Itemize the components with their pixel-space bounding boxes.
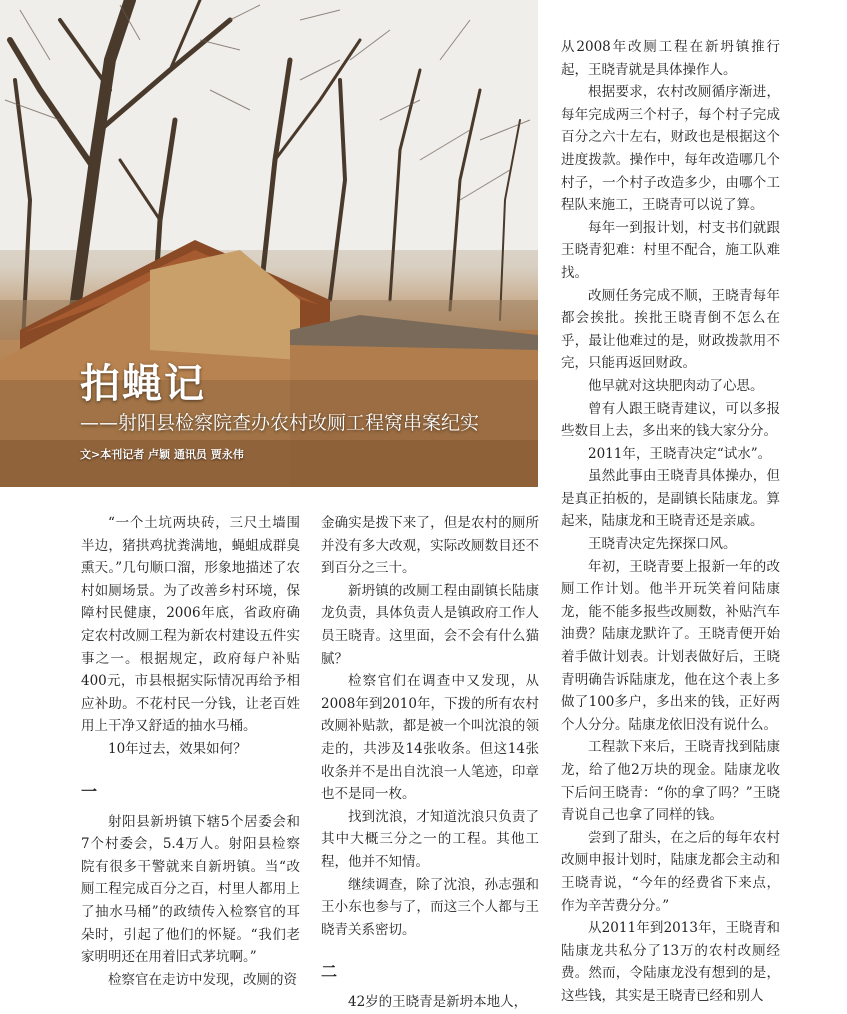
hero-photo [0, 0, 538, 487]
paragraph: 王晓青决定先探探口风。 [588, 536, 737, 553]
paragraph: 尝到了甜头，在之后的每年农村改厕申报计划时，陆康龙都会主动和王晓青说，“今年的经费省下来点，作为辛苦费分分。” [561, 829, 780, 914]
paragraph: 射阳县新坍镇下辖5个居委会和7个村委会，5.4万人。射阳县检察院有很多干警就来自新坍镇。当“改厕工程完成百分之百，村里人都用上了抽水马桶”的政绩传入检察官的耳朵时，引起了他们的怀疑。“我们老家明明还在用着旧式茅坑啊。” [81, 813, 300, 966]
paragraph: 42岁的王晓青是新坍本地人， [348, 994, 528, 1011]
column-3 [561, 36, 780, 1008]
article-subtitle: ——射阳县检察院查办农村改厕工程窝串案纪实 [80, 412, 480, 434]
column-2 [321, 512, 539, 1014]
paragraph: 从2011年到2013年，王晓青和陆康龙共私分了13万的农村改厕经费。然而，令陆康龙没有想到的是，这些钱，其实是王晓青已经和别人 [561, 920, 780, 1004]
paragraph: 改厕任务完成不顺，王晓青每年都会挨批。挨批王晓青倒不怎么在乎，最让他难过的是，财政拨款用不完，只能再返回财政。 [561, 287, 780, 372]
article-byline: 文>本刊记者 卢颖 通讯员 贾永伟 [80, 448, 244, 461]
paragraph: 继续调查，除了沈浪，孙志强和王小东也参与了，而这三个人都与王晓青关系密切。 [321, 876, 539, 938]
paragraph: 2011年，王晓青决定“试水”。 [588, 445, 772, 462]
section-heading-2: 二 [321, 962, 338, 982]
paragraph: 年初，王晓青要上报新一年的改厕工作计划。他半开玩笑着问陆康龙，能不能多报些改厕数，补贴汽车油费？陆康龙默许了。王晓青便开始着手做计划表。计划表做好后，王晓青明确告诉陆康龙，他在这个表上多做了100多户，多出来的钱，正好两个人分分。陆康龙依旧没有说什么。 [561, 558, 780, 733]
paragraph: “一个土坑两块砖，三尺土墙围半边，猪拱鸡扰粪满地，蝇蛆成群臭熏天。”几句顺口溜，形象地描述了农村如厕场景。为了改善乡村环境，保障村民健康，2006年底，省政府确定农村改厕工程为新农村建设五件实事之一。根据规定，政府每户补贴400元，市县根据实际情况再给予相应补助。不花村民一分钱，让老百姓用上干净又舒适的抽水马桶。 [81, 515, 300, 735]
paragraph: 新坍镇的改厕工程由副镇长陆康龙负责，具体负责人是镇政府工作人员王晓青。这里面，会不会有什么猫腻？ [321, 582, 539, 667]
paragraph: 工程款下来后，王晓青找到陆康龙，给了他2万块的现金。陆康龙收下后问王晓青：“你的拿了吗？”王晓青说自己也拿了同样的钱。 [561, 739, 780, 824]
paragraph: 曾有人跟王晓青建议，可以多报些数目上去，多出来的钱大家分分。 [561, 400, 780, 440]
paragraph: 找到沈浪，才知道沈浪只负责了其中大概三分之一的工程。其他工程，他并不知情。 [321, 808, 539, 870]
column-1 [81, 512, 300, 991]
paragraph: 检察官们在调查中又发现，从2008年到2010年，下拨的所有农村改厕补贴款，都是被一个叫沈浪的领走的，共涉及14张收条。但这14张收条并不是出自沈浪一人笔迹，印章也不是同一枚。 [321, 673, 539, 803]
paragraph: 检察官在走访中发现，改厕的资 [108, 971, 297, 988]
paragraph: 虽然此事由王晓青具体操办，但是真正拍板的，是副镇长陆康龙。算起来，陆康龙和王晓青还是亲戚。 [561, 468, 780, 530]
paragraph: 金确实是拨下来了，但是农村的厕所并没有多大改观，实际改厕数目还不到百分之三十。 [321, 515, 539, 577]
paragraph: 根据要求，农村改厕循序渐进，每年完成两三个村子，每个村子完成百分之六十左右，财政也是根据这个进度拨款。操作中，每年改造哪几个村子，一个村子改造多少，由哪个工程队来施工，王晓青可以说了算。 [561, 84, 780, 214]
article-title: 拍蝇记 [80, 361, 206, 407]
section-heading-1: 一 [81, 781, 98, 801]
paragraph: 从2008年改厕工程在新坍镇推行起，王晓青就是具体操作人。 [561, 39, 780, 78]
paragraph: 10年过去，效果如何？ [108, 740, 247, 757]
paragraph: 他早就对这块肥肉动了心思。 [588, 377, 764, 394]
paragraph: 每年一到报计划，村支书们就跟王晓青犯难：村里不配合，施工队难找。 [561, 219, 780, 281]
